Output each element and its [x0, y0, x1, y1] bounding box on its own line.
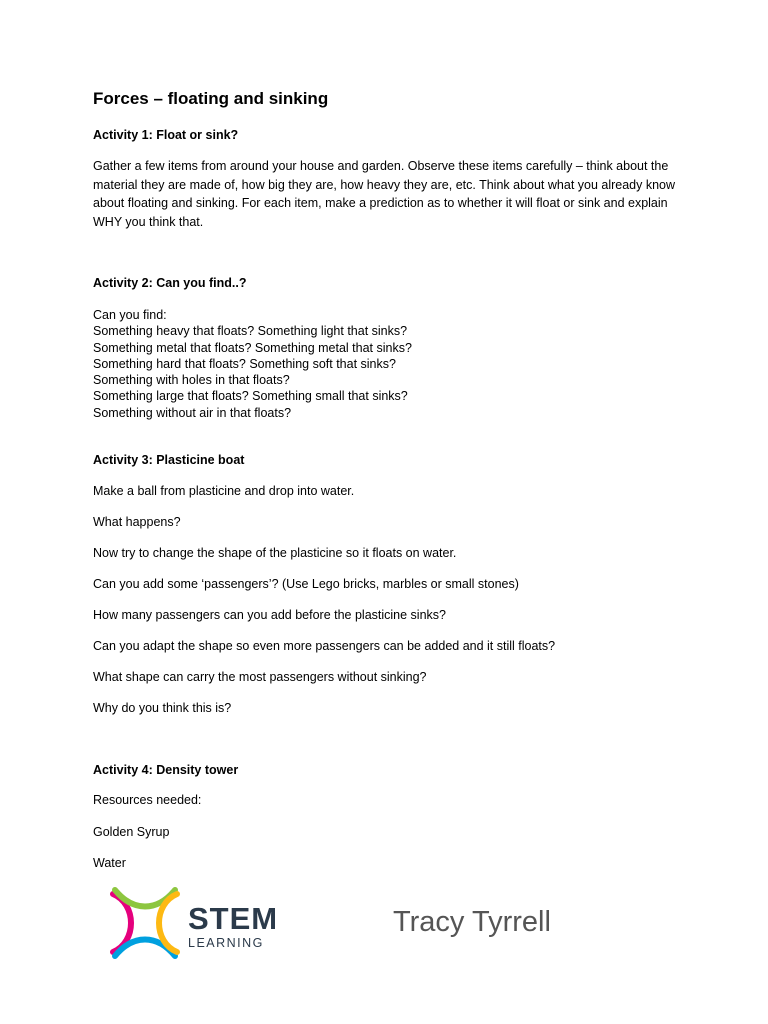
- activity2-list: [93, 307, 412, 421]
- activity4-line: Water: [93, 856, 126, 870]
- activity2-line: Something with holes in that floats?: [93, 373, 290, 388]
- logo-wordmark: [188, 901, 279, 950]
- activity2-line: Something metal that floats? Something metal that sinks?: [93, 340, 412, 355]
- activity3-line: How many passengers can you add before the plasticine sinks?: [93, 608, 446, 622]
- activity3-line: Make a ball from plasticine and drop into water.: [93, 484, 355, 498]
- activity3-line: What happens?: [93, 515, 181, 529]
- activity2-line: Can you find:: [93, 308, 167, 322]
- activity2-line: Something heavy that floats? Something light that sinks?: [93, 324, 408, 339]
- activity3-line: Now try to change the shape of the plasticine so it floats on water.: [93, 546, 457, 560]
- author-name: Tracy Tyrrell: [393, 906, 551, 938]
- page-title: Forces – floating and sinking: [93, 89, 329, 108]
- activity3-line: Why do you think this is?: [93, 701, 232, 715]
- activity2-line: Something hard that floats? Something soft that sinks?: [93, 356, 396, 371]
- activity3-heading: Activity 3: Plasticine boat: [93, 453, 245, 467]
- activity4-line: Golden Syrup: [93, 825, 170, 839]
- activity3-line: What shape can carry the most passengers without sinking?: [93, 670, 427, 684]
- activity3-line: Can you adapt the shape so even more passengers can be added and it still floats?: [93, 639, 556, 653]
- activity1-text: Gather a few items from around your house and garden. Observe these items carefully – think about the material they are made of, how big they are, how heavy they are, etc. Think about what you already know about floating and sinking. For each item, make a prediction as to whether it will float or sink and explain WHY you think that.: [93, 159, 676, 230]
- activity2-heading: Activity 2: Can you find..?: [93, 276, 247, 290]
- activity2-line: Something large that floats? Something small that sinks?: [93, 389, 408, 404]
- activity4-heading: Activity 4: Density tower: [93, 763, 239, 777]
- activity1-heading: Activity 1: Float or sink?: [93, 128, 239, 142]
- activity2-line: Something without air in that floats?: [93, 405, 292, 420]
- activity4-line: Resources needed:: [93, 793, 202, 807]
- activity3-line: Can you add some ‘passengers’? (Use Lego bricks, marbles or small stones): [93, 577, 519, 591]
- logo-stem-text: STEM: [188, 901, 279, 936]
- stem-logo-mark-icon: [103, 884, 183, 962]
- logo-learning-text: LEARNING: [188, 936, 264, 950]
